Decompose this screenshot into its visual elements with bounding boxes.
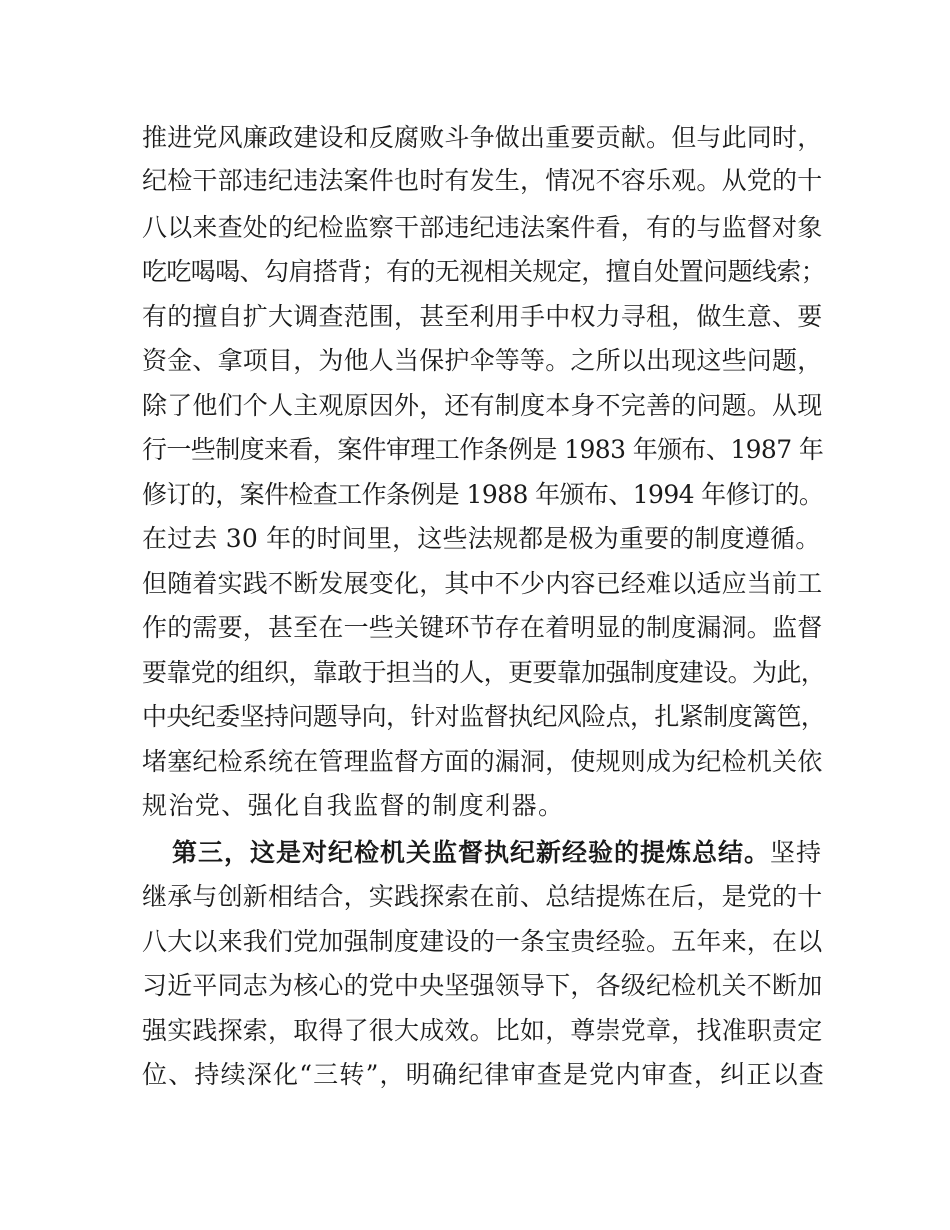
text-line: 作的需要，甚至在一些关键环节存在着明显的制度漏洞。监督 (142, 613, 823, 642)
text-line: 堵塞纪检系统在管理监督方面的漏洞，使规则成为纪检机关依 (142, 747, 823, 776)
paragraph-heading: 第三，这是对纪检机关监督执纪新经验的提炼总结。 (172, 838, 771, 867)
text-line: 推进党风廉政建设和反腐败斗争做出重要贡献。但与此同时， (142, 123, 823, 152)
text-line: 在过去 30 年的时间里，这些法规都是极为重要的制度遵循。 (142, 524, 821, 553)
paragraph-first-line-rest: 坚持 (770, 838, 823, 867)
text-line: 要靠党的组织，靠敢于担当的人，更要靠加强制度建设。为此， (142, 658, 826, 687)
text-line: 吃吃喝喝、勾肩搭背；有的无视相关规定，擅自处置问题线索； (142, 257, 826, 286)
text-line: 规治党、强化自我监督的制度利器。 (142, 791, 565, 820)
text-line: 纪检干部违纪违法案件也时有发生，情况不容乐观。从党的十 (142, 166, 823, 195)
text-line: 位、持续深化“三转”，明确纪律审查是党内审查，纠正以查 (142, 1060, 825, 1089)
text-line: 习近平同志为核心的党中央坚强领导下，各级纪检机关不断加 (142, 971, 823, 1000)
paragraph-first-line (172, 834, 822, 872)
text-line: 中央纪委坚持问题导向，针对监督执纪风险点，扎紧制度篱笆， (142, 702, 826, 731)
text-line: 行一些制度来看，案件审理工作条例是 1983 年颁布、1987 年 (142, 435, 824, 464)
text-line: 强实践探索，取得了很大成效。比如，尊崇党章，找准职责定 (142, 1016, 823, 1045)
text-line: 除了他们个人主观原因外，还有制度本身不完善的问题。从现 (142, 391, 823, 420)
text-line: 八以来查处的纪检监察干部违纪违法案件看，有的与监督对象 (142, 213, 823, 242)
text-line: 资金、拿项目，为他人当保护伞等等。之所以出现这些问题， (142, 346, 823, 375)
text-line: 修订的，案件检查工作条例是 1988 年颁布、1994 年修订的。 (142, 480, 824, 509)
text-line: 八大以来我们党加强制度建设的一条宝贵经验。五年来，在以 (142, 927, 823, 956)
text-line: 继承与创新相结合，实践探索在前、总结提炼在后，是党的十 (142, 882, 823, 911)
text-line: 但随着实践不断发展变化，其中不少内容已经难以适应当前工 (142, 569, 823, 598)
text-line: 有的擅自扩大调查范围，甚至利用手中权力寻租，做生意、要 (142, 302, 823, 331)
